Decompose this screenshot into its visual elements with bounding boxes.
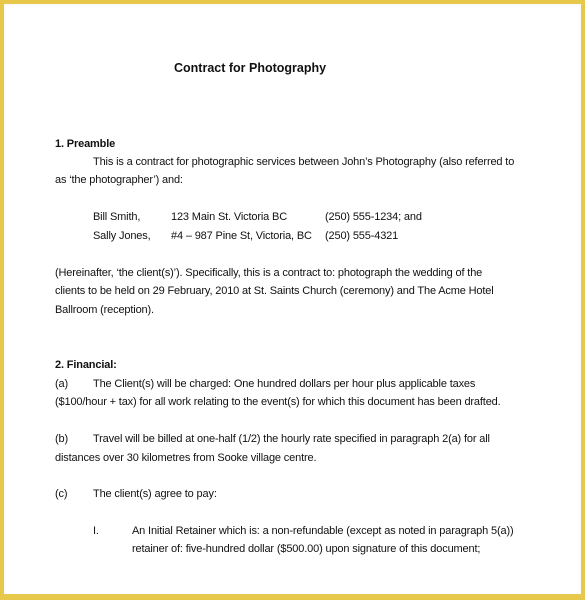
clause-b-label: (b): [55, 433, 68, 445]
item-i-line-2: retainer of: five-hundred dollar ($500.00) upon signature of this document;: [132, 543, 481, 555]
clause-b-line-2: distances over 30 kilometres from Sooke village centre.: [55, 452, 317, 464]
party-1-name: Bill Smith,: [93, 211, 141, 223]
party-1-address: 123 Main St. Victoria BC: [171, 211, 288, 223]
party-2-address: #4 – 987 Pine St, Victoria, BC: [171, 230, 312, 242]
document-page: [6, 6, 579, 594]
preamble-line-1: This is a contract for photographic services between John’s Photography (also referred to: [93, 156, 515, 168]
item-i-label: I.: [93, 525, 99, 537]
clients-line-3: Ballroom (reception).: [55, 304, 154, 316]
clause-c-line-1: The client(s) agree to pay:: [93, 488, 217, 500]
item-i-line-1: An Initial Retainer which is: a non-refundable (except as noted in paragraph 5(a)): [132, 525, 514, 537]
clause-a-label: (a): [55, 378, 68, 390]
clients-line-2: clients to be held on 29 February, 2010 at St. Saints Church (ceremony) and The Acme Hotel: [55, 285, 494, 297]
clause-a-line-2: ($100/hour + tax) for all work relating to the event(s) for which this document has been drafted.: [55, 396, 501, 408]
clause-c-label: (c): [55, 488, 68, 500]
party-2-phone: (250) 555-4321: [325, 230, 399, 242]
document-title: Contract for Photography: [174, 61, 327, 75]
financial-heading: 2. Financial:: [55, 359, 117, 371]
clients-line-1: (Hereinafter, ‘the client(s)’). Specifically, this is a contract to: photograph the wedding of the: [55, 267, 483, 279]
party-1-phone: (250) 555-1234; and: [325, 211, 422, 223]
preamble-line-2: as ‘the photographer’) and:: [55, 174, 183, 186]
clause-b-line-1: Travel will be billed at one-half (1/2) the hourly rate specified in paragraph 2(a) for all: [93, 433, 490, 445]
party-2-name: Sally Jones,: [93, 230, 151, 242]
preamble-heading: 1. Preamble: [55, 138, 116, 150]
clause-a-line-1: The Client(s) will be charged: One hundred dollars per hour plus applicable taxes: [93, 378, 476, 390]
